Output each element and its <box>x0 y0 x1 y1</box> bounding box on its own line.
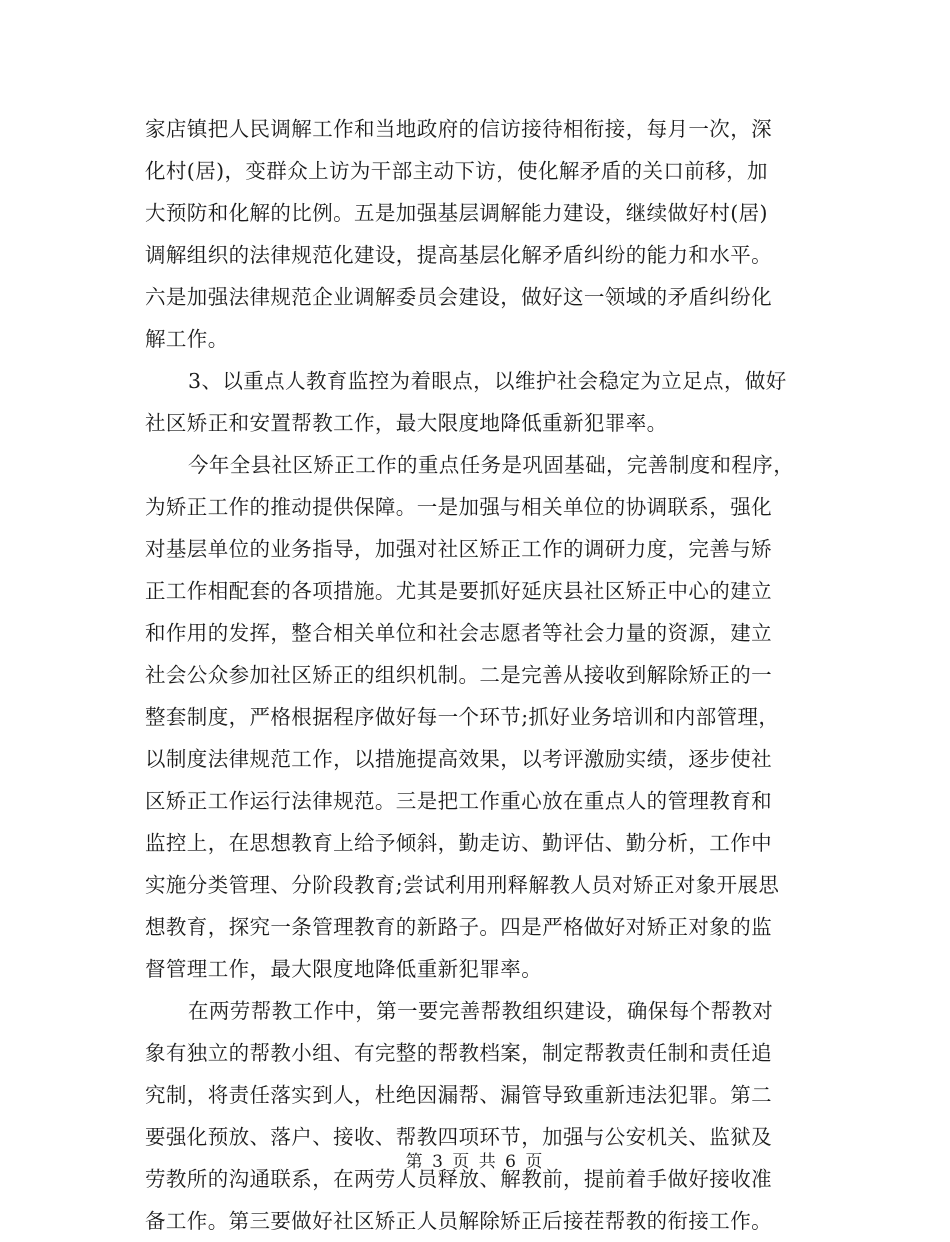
paragraph-line: 化村(居)，变群众上访为干部主动下访，使化解矛盾的关口前移，加 <box>145 159 768 183</box>
paragraph-line: 要强化预放、落户、接收、帮教四项环节，加强与公安机关、监狱及 <box>145 1125 772 1149</box>
paragraph-line: 区矫正工作运行法律规范。三是把工作重心放在重点人的管理教育和 <box>145 789 772 813</box>
paragraph <box>145 360 815 444</box>
paragraph-line: 正工作相配套的各项措施。尤其是要抓好延庆县社区矫正中心的建立 <box>145 579 772 603</box>
page-number-label: 第 3 页 共 6 页 <box>405 1152 545 1172</box>
paragraph <box>145 108 815 360</box>
paragraph-line: 在两劳帮教工作中，第一要完善帮教组织建设，确保每个帮教对 <box>188 999 774 1023</box>
paragraph-line: 和作用的发挥，整合相关单位和社会志愿者等社会力量的资源，建立 <box>145 621 772 645</box>
paragraph-line: 象有独立的帮教小组、有完整的帮教档案，制定帮教责任制和责任追 <box>145 1041 772 1065</box>
paragraph-line: 家店镇把人民调解工作和当地政府的信访接待相衔接，每月一次，深 <box>145 117 772 141</box>
paragraph-line: 社会公众参加社区矫正的组织机制。二是完善从接收到解除矫正的一 <box>145 663 772 687</box>
paragraph-line: 究制，将责任落实到人，杜绝因漏帮、漏管导致重新违法犯罪。第二 <box>145 1083 772 1107</box>
paragraph-line: 社区矫正和安置帮教工作，最大限度地降低重新犯罪率。 <box>145 411 668 435</box>
paragraph-line: 六是加强法律规范企业调解委员会建设，做好这一领域的矛盾纠纷化 <box>145 285 772 309</box>
paragraph-line: 大预防和化解的比例。五是加强基层调解能力建设，继续做好村(居) <box>145 201 768 225</box>
paragraph-line: 督管理工作，最大限度地降低重新犯罪率。 <box>145 957 543 981</box>
paragraph-line: 解工作。 <box>145 327 229 351</box>
paragraph-line: 对基层单位的业务指导，加强对社区矫正工作的调研力度，完善与矫 <box>145 537 772 561</box>
paragraph <box>145 990 815 1242</box>
page-number-footer <box>0 1150 950 1174</box>
paragraph-line: 实施分类管理、分阶段教育;尝试利用刑释解教人员对矫正对象开展思 <box>145 873 780 897</box>
paragraph-line: 想教育，探究一条管理教育的新路子。四是严格做好对矫正对象的监 <box>145 915 772 939</box>
paragraph-line: 整套制度，严格根据程序做好每一个环节;抓好业务培训和内部管理， <box>145 705 780 729</box>
paragraph-line: 今年全县社区矫正工作的重点任务是巩固基础，完善制度和程序， <box>188 453 795 477</box>
paragraph-line: 调解组织的法律规范化建设，提高基层化解矛盾纠纷的能力和水平。 <box>145 243 772 267</box>
paragraph-line: 3、以重点人教育监控为着眼点，以维护社会稳定为立足点，做好 <box>188 369 787 393</box>
document-body <box>145 108 815 1242</box>
paragraph-line: 以制度法律规范工作，以措施提高效果，以考评激励实绩，逐步使社 <box>145 747 772 771</box>
paragraph-line: 劳教所的沟通联系，在两劳人员释放、解教前，提前着手做好接收准 <box>145 1167 772 1191</box>
paragraph-line: 为矫正工作的推动提供保障。一是加强与相关单位的协调联系，强化 <box>145 495 772 519</box>
paragraph-line: 备工作。第三要做好社区矫正人员解除矫正后接茬帮教的衔接工作。 <box>145 1209 772 1233</box>
paragraph-line: 监控上，在思想教育上给予倾斜，勤走访、勤评估、勤分析，工作中 <box>145 831 772 855</box>
paragraph <box>145 444 815 990</box>
